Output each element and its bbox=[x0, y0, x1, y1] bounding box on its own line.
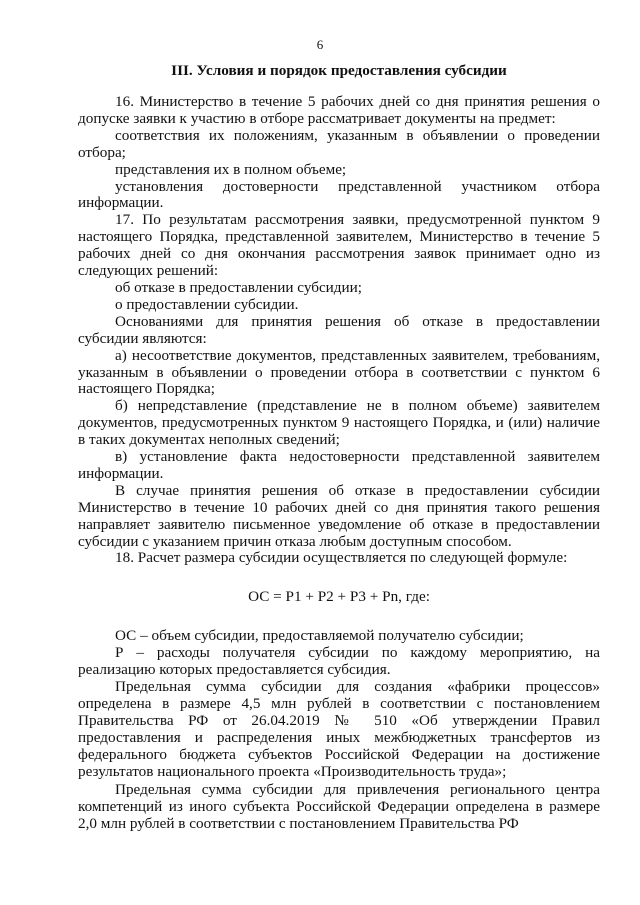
paragraph-17-intro: 17. По результатам рассмотрения заявки, предусмотренной пунктом 9 настоящего Порядка, представленной заявителем, Министерство в течение 5 рабочих дней со дня окончания рассмотрения заявок принимает одно из следующих решений: bbox=[78, 211, 600, 280]
document-body bbox=[78, 94, 600, 833]
limit-factory-processes: Предельная сумма субсидии для создания «фабрики процессов» определена в размере 4,5 млн рублей в соответствии с постановлением Правительства РФ от 26.04.2019 № 510 «Об утверждении Правил предоставления и распределения иных межбюджетных трансфертов из федерального бюджета субъектов Российской Федерации на достижение результатов национального проекта «Производительность труда»; bbox=[78, 678, 600, 780]
refusal-grounds-intro: Основаниями для принятия решения об отказе в предоставлении субсидии являются: bbox=[78, 312, 600, 347]
formula-definition-os: ОС – объем субсидии, предоставляемой получателю субсидии; bbox=[115, 627, 524, 645]
refusal-notice-paragraph: В случае принятия решения об отказе в предоставлении субсидии Министерство в течение 10 рабочих дней со дня принятия такого решения направляет заявителю письменное уведомление об отказе в предоставлении субсидии с указанием причин отказа любым доступным способом. bbox=[78, 481, 600, 550]
paragraph-16-item-2: представления их в полном объеме; bbox=[115, 160, 347, 178]
refusal-ground-a: а) несоответствие документов, представленных заявителем, требованиям, указанным в объявлении о проведении отбора в соответствии с пунктом 6 настоящего Порядка; bbox=[78, 346, 600, 398]
paragraph-18-intro: 18. Расчет размера субсидии осуществляется по следующей формуле: bbox=[115, 549, 568, 567]
paragraph-16-intro: 16. Министерство в течение 5 рабочих дней со дня принятия решения о допуске заявки к участию в отборе рассматривает документы на предмет: bbox=[78, 93, 600, 127]
subsidy-formula: ОС = Р1 + Р2 + Р3 + Рn, где: bbox=[248, 588, 430, 606]
paragraph-17-option-1: об отказе в предоставлении субсидии; bbox=[115, 278, 363, 296]
section-heading: III. Условия и порядок предоставления субсидии bbox=[171, 62, 507, 79]
refusal-ground-c: в) установление факта недостоверности представленной заявителем информации. bbox=[78, 448, 600, 482]
formula-definition-p: Р – расходы получателя субсидии по каждому мероприятию, на реализацию которых предоставляется субсидия. bbox=[78, 644, 600, 679]
paragraph-16-item-1: соответствия их положениям, указанным в объявлении о проведении отбора; bbox=[78, 126, 600, 161]
page-number: 6 bbox=[316, 37, 324, 52]
limit-competence-center: Предельная сумма субсидии для привлечения регионального центра компетенций из иного субъекта Российской Федерации определена в размере 2,0 млн рублей в соответствии с постановлением Правительства РФ bbox=[78, 781, 600, 833]
paragraph-17-option-2: о предоставлении субсидии. bbox=[115, 295, 299, 313]
refusal-ground-b: б) непредставление (представление не в полном объеме) заявителем документов, предусмотренных пунктом 9 настоящего Порядка, и (или) наличие в таких документах неполных сведений; bbox=[78, 397, 600, 449]
paragraph-16-item-3: установления достоверности представленной участником отбора информации. bbox=[78, 177, 600, 212]
